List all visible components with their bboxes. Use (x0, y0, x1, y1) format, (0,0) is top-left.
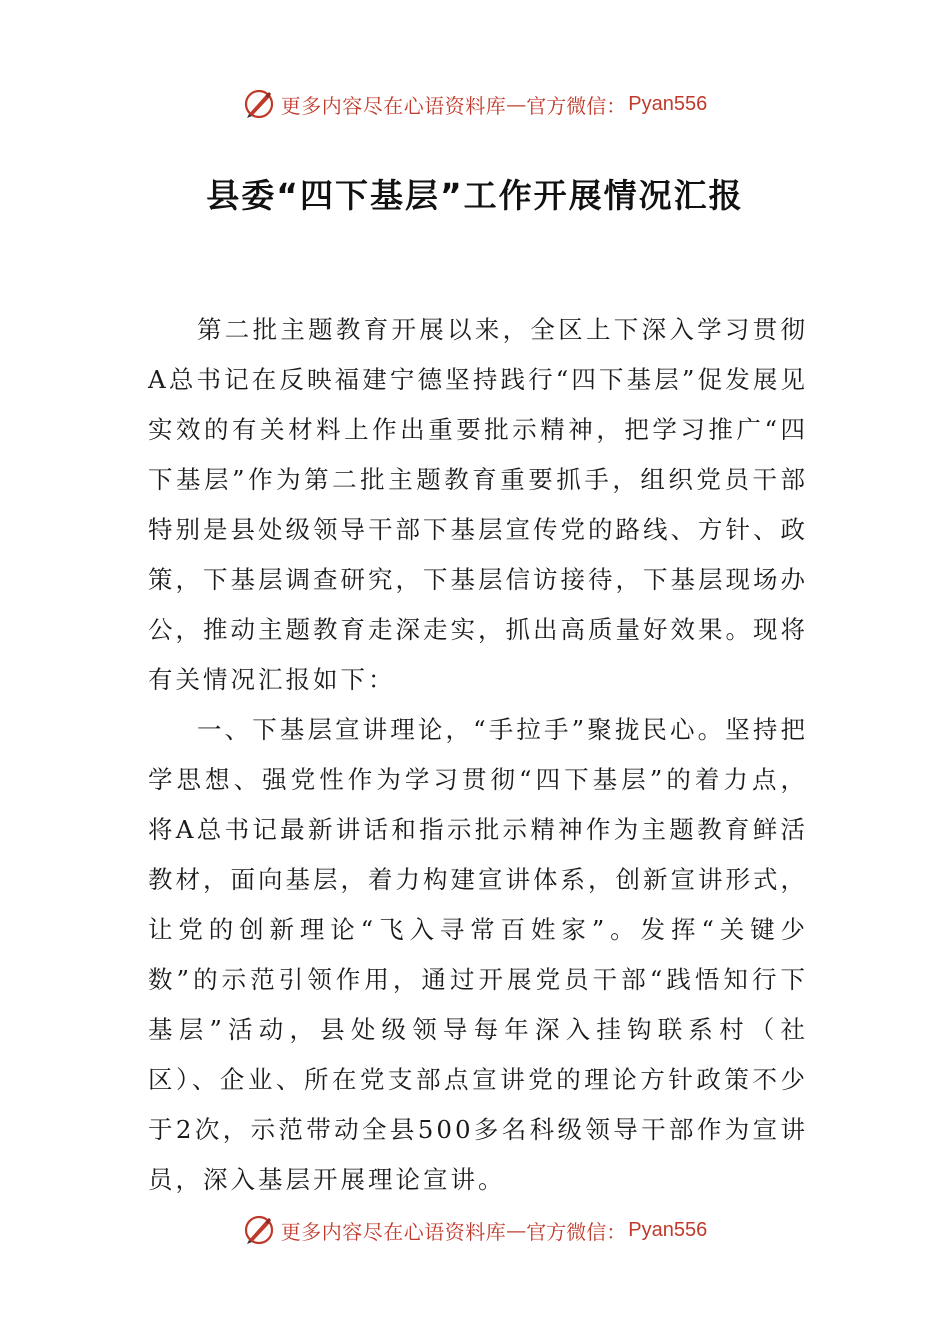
watermark-dash: — (506, 92, 527, 116)
watermark-wechat-label: 官方微信： (526, 93, 627, 118)
document-body (148, 305, 808, 1205)
header-watermark (0, 84, 950, 124)
pen-circle-icon (243, 88, 275, 120)
paragraph-section-1: 一、下基层宣讲理论，“手拉手”聚拢民心。坚持把学思想、强党性作为学习贯彻“四下基层”的着力点，将A总书记最新讲话和指示批示精神作为主题教育鲜活教材，面向基层，着力构建宣讲体系，创新宣讲形式，让党的创新理论“飞入寻常百姓家”。发挥“关键少数”的示范引领作用，通过开展党员干部“践悟知行下基层”活动，县处级领导每年深入挂钩联系村（社区）、企业、所在党支部点宣讲党的理论方针政策不少于2次，示范带动全县500多名科级领导干部作为宣讲员，深入基层开展理论宣讲。 (148, 715, 808, 1194)
watermark-text: 更多内容尽在心语资料库 (280, 1219, 507, 1244)
watermark-wechat-id: Pyan556 (628, 92, 708, 115)
watermark-text: 更多内容尽在心语资料库 (280, 93, 507, 118)
watermark-wechat-id: Pyan556 (628, 1218, 708, 1241)
document-title: 县委“四下基层”工作开展情况汇报 (206, 176, 744, 215)
watermark-wechat-label: 官方微信： (526, 1219, 627, 1244)
paragraph-intro: 第二批主题教育开展以来，全区上下深入学习贯彻A总书记在反映福建宁德坚持践行“四下基层”促发展见实效的有关材料上作出重要批示精神，把学习推广“四下基层”作为第二批主题教育重要抓手，组织党员干部特别是县处级领导干部下基层宣传党的路线、方针、政策，下基层调查研究，下基层信访接待，下基层现场办公，推动主题教育走深走实，抓出高质量好效果。现将有关情况汇报如下： (148, 315, 808, 694)
pen-circle-icon (243, 1214, 275, 1246)
footer-watermark (0, 1210, 950, 1250)
watermark-dash: — (506, 1218, 527, 1242)
